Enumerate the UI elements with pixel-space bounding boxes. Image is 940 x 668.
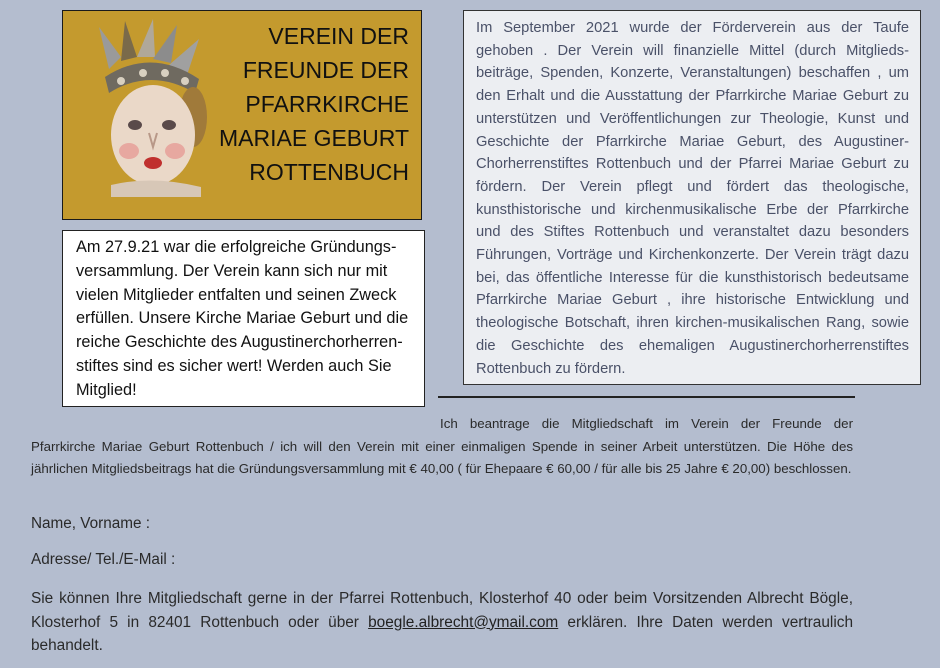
club-title: VEREIN DER FREUNDE DER PFARRKIRCHE MARIAE GEBURT ROTTENBUCH [219, 23, 409, 185]
footer-text [31, 587, 853, 658]
name-field-label: Name, Vorname : [31, 515, 151, 532]
intro-box: Am 27.9.21 war die erfolgreiche Gründungs- versammlung. Der Verein kann sich nur mit vielen Mitglieder entfalten und seinen Zweck erfüllen. Unsere Kirche Mariae Geburt und die reiche Geschichte des Augustinerchorherren- stiftes sind es sicher wert! Werden auch Sie Mitglied! [62, 230, 425, 407]
header-box [62, 10, 422, 220]
footer-text-before: Sie können Ihre Mitgliedschaft gerne in der Pfarrei Rottenbuch, Klosterhof 40 oder beim Vorsitzenden Albrecht Bögle, Klosterhof 5 in 82401 Rottenbuch oder über [31, 590, 853, 631]
divider-line [438, 396, 855, 398]
cherub-statue-image [91, 17, 213, 197]
email-link[interactable]: boegle.albrecht@ymail.com [368, 613, 559, 631]
application-text [31, 413, 853, 481]
description-box: Im September 2021 wurde der Förderverein aus der Taufe gehoben . Der Verein will finanzielle Mittel (durch Mitglieds-beiträge, Spenden, Konzerte, Veranstaltungen) beschaffen , um den Erhalt und die Ausstattung der Pfarrkirche Mariae Geburt zu unterstützen und Veröffentlichungen zur Theologie, Kunst und Geschichte der Pfarrkirche Mariae Geburt, des Augustiner-Chorherrenstiftes Rottenbuch und der Pfarrei Mariae Geburt zu fördern. Der Verein pflegt und fördert das theologische, kunsthistorische und kirchenmusikalische Erbe der Pfarrkirche und des Stiftes Rottenbuch und veranstaltet dazu besonders Führungen, Vorträge und Kirchenkonzerte. Der Verein trägt dazu bei, das öffentliche Interesse für die kunsthistorisch bedeutsame Pfarrkirche Mariae Geburt , ihre historische Entwicklung und theologische Botschaft, ihren kirchen-musikalischen Rang, sowie die Geschichte des ehemaligen Augustinerchorherrenstiftes Rottenbuch zu fördern. [463, 10, 921, 385]
address-field-label: Adresse/ Tel./E-Mail : [31, 551, 176, 568]
application-statement: Ich beantrage die Mitgliedschaft im Verein der Freunde der Pfarrkirche Mariae Geburt Rottenbuch / ich will den Verein mit einer einmaligen Spende in seiner Arbeit unterstützen. Die Höhe des jährlichen Mitgliedsbeitrags hat die Gründungsversammlung mit € 40,00 ( für Ehepaare € 60,00 / für alle bis 25 Jahre € 20,00) beschlossen. [31, 416, 853, 476]
footer-text-after: erklären. Ihre Daten werden vertraulich behandelt. [31, 613, 854, 654]
